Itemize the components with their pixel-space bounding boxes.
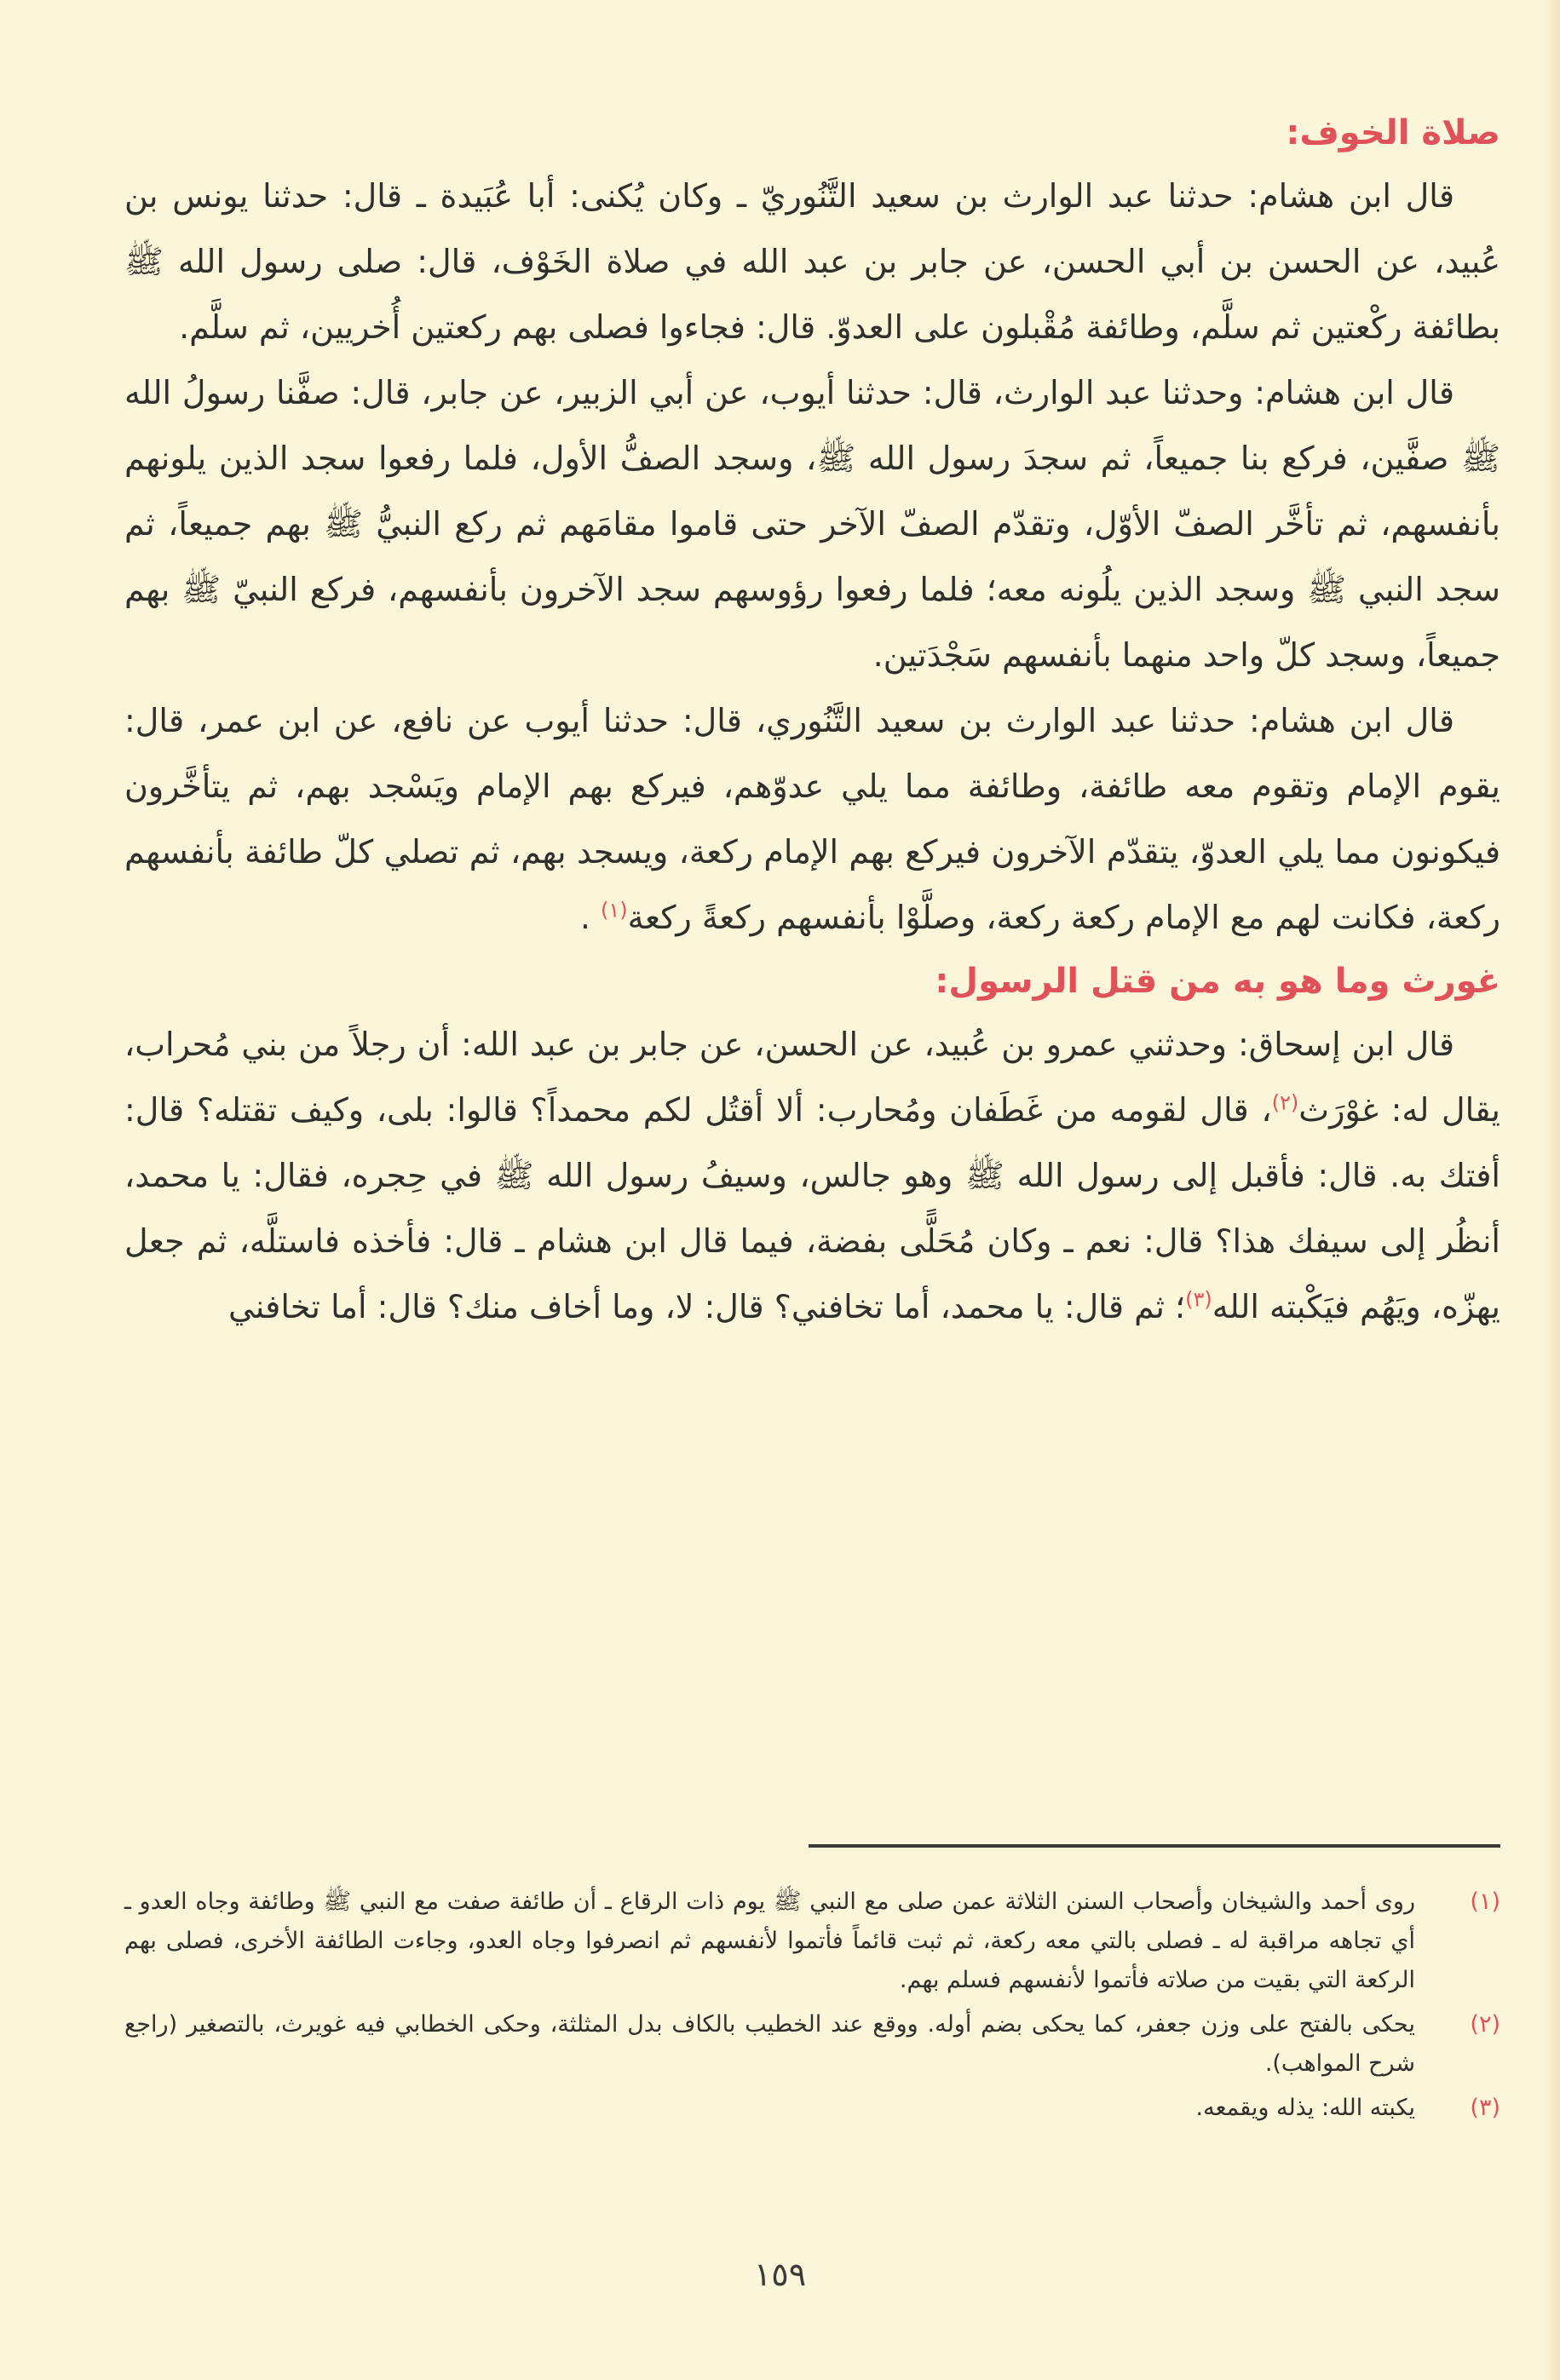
footnote-item: [124, 2089, 1500, 2128]
paragraph-text: ؛ ثم قال: يا محمد، أما تخافني؟ قال: لا، وما أخاف منك؟ قال: أما تخافني: [228, 1288, 1186, 1325]
footnote-number: (١): [1470, 1888, 1500, 1915]
paragraph: [124, 1012, 1500, 1340]
footnote-ref-3[interactable]: (٣): [1185, 1287, 1212, 1312]
page-number: ١٥٩: [753, 2256, 807, 2293]
section-fear-prayer: [124, 102, 1500, 951]
footnote-number: (٢): [1470, 2011, 1500, 2038]
footnote-text: يكبته الله: يذله ويقمعه.: [1195, 2095, 1415, 2121]
paragraph-text: ، قال لقومه من غَطَفان ومُحارب: ألا أقتُل لكم محمداً؟ قالوا: بلى، وكيف تقتله؟ قال: أفتك به. قال: فأقبل إلى رسول الله ﷺ وهو جالس، وسيفُ رسول الله ﷺ في حِجره، فقال: يا محمد، أنظُر إلى سيفك هذا؟ قال: نعم ـ وكان مُحَلًّى بفضة، فيما قال ابن هشام ـ قال: فأخذه فاستلَّه، ثم جعل يهزّه، ويَهُم فيَكْبته الله: [124, 1091, 1500, 1325]
paragraph-text: قال ابن هشام: حدثنا عبد الوارث بن سعيد التَّنُوري، قال: حدثنا أيوب عن نافع، عن ابن عمر، قال: يقوم الإمام وتقوم معه طائفة، وطائفة مما يلي عدوّهم، فيركع بهم الإمام ويَسْجد بهم، ثم يتأخَّرون فيكونون مما يلي العدوّ، يتقدّم الآخرون فيركع بهم الإمام ركعة، ويسجد بهم، ثم تصلي كلّ طائفة بأنفسهم ركعة، فكانت لهم مع الإمام ركعة ركعة، وصلَّوْا بأنفسهم ركعةً ركعة: [124, 702, 1500, 936]
footnote-item: [124, 1883, 1500, 2000]
footnote-text: روى أحمد والشيخان وأصحاب السنن الثلاثة عمن صلى مع النبي ﷺ يوم ذات الرقاع ـ أن طائفة صفت مع النبي ﷺ وطائفة وجاه العدو ـ أي تجاهه مراقبة له ـ فصلى بالتي معه ركعة، ثم ثبت قائماً فأتموا لأنفسهم ثم انصرفوا وجاه العدو، وجاءت الطائفة الأخرى، فصلى بهم الركعة التي بقيت من صلاته فأتموا لأنفسهم فسلم بهم.: [124, 1888, 1415, 1993]
paragraph: قال ابن هشام: وحدثنا عبد الوارث، قال: حدثنا أيوب، عن أبي الزبير، عن جابر، قال: صفَّنا رسولُ الله ﷺ صفَّين، فركع بنا جميعاً، ثم سجدَ رسول الله ﷺ، وسجد الصفُّ الأول، فلما رفعوا سجد الذين يلونهم بأنفسهم، ثم تأخَّر الصفّ الأوّل، وتقدّم الصفّ الآخر حتى قاموا مقامَهم ثم ركع النبيُّ ﷺ بهم جميعاً، ثم سجد النبي ﷺ وسجد الذين يلُونه معه؛ فلما رفعوا رؤوسهم سجد الآخرون بأنفسهم، فركع النبيّ ﷺ بهم جميعاً، وسجد كلّ واحد منهما بأنفسهم سَجْدَتين.: [124, 374, 1500, 674]
section-heading: صلاة الخوف:: [1286, 113, 1500, 152]
paragraph-text: قال ابن إسحاق: وحدثني عمرو بن عُبيد، عن الحسن، عن جابر بن عبد الله: أن رجلاً من بني مُحراب، يقال له: غوْرَث: [124, 1026, 1500, 1129]
footnote-item: [124, 2005, 1500, 2084]
footnotes: [124, 1883, 1500, 2133]
section-heading: غورث وما هو به من قتل الرسول:: [935, 962, 1500, 1001]
section-ghawrath: [124, 951, 1500, 1340]
paragraph: قال ابن هشام: حدثنا عبد الوارث بن سعيد التَّنُوريّ ـ وكان يُكنى: أبا عُبَيدة ـ قال: حدثنا يونس بن عُبيد، عن الحسن بن أبي الحسن، عن جابر بن عبد الله في صلاة الخَوْف، قال: صلى رسول الله ﷺ بطائفة ركْعتين ثم سلَّم، وطائفة مُقْبلون على العدوّ. قال: فجاءوا فصلى بهم ركعتين أُخريين، ثم سلَّم.: [124, 177, 1500, 346]
footnote-divider: [809, 1844, 1500, 1848]
footnote-text: يحكى بالفتح على وزن جعفر، كما يحكى بضم أوله. ووقع عند الخطيب بالكاف بدل المثلثة، وحكى الخطابي فيه غويرث، بالتصغير (راجع شرح المواهب).: [124, 2011, 1415, 2077]
footnote-ref-1[interactable]: (١): [600, 898, 628, 923]
footnote-ref-2[interactable]: (٢): [1271, 1090, 1299, 1115]
footnote-number: (٣): [1470, 2095, 1500, 2121]
paragraph: قال ابن هشام: حدثنا عبد الوارث بن سعيد التَّنُوري، قال: حدثنا أيوب عن نافع، عن ابن عمر، قال: يقوم الإمام وتقوم معه طائفة، وطائفة مما يلي عدوّهم، فيركع بهم الإمام ويَسْجد بهم، ثم يتأخَّرون فيكونون مما يلي العدوّ، يتقدّم الآخرون فيركع بهم الإمام ركعة، ويسجد بهم، ثم تصلي كلّ طائفة بأنفسهم ركعة، فكانت لهم مع الإمام ركعة ركعة، وصلَّوْا بأنفسهم ركعةً ركعة$^{(١)}$ .: [124, 702, 1500, 936]
page-body: [124, 102, 1500, 1340]
page-edge-shadow: [1541, 0, 1560, 2380]
